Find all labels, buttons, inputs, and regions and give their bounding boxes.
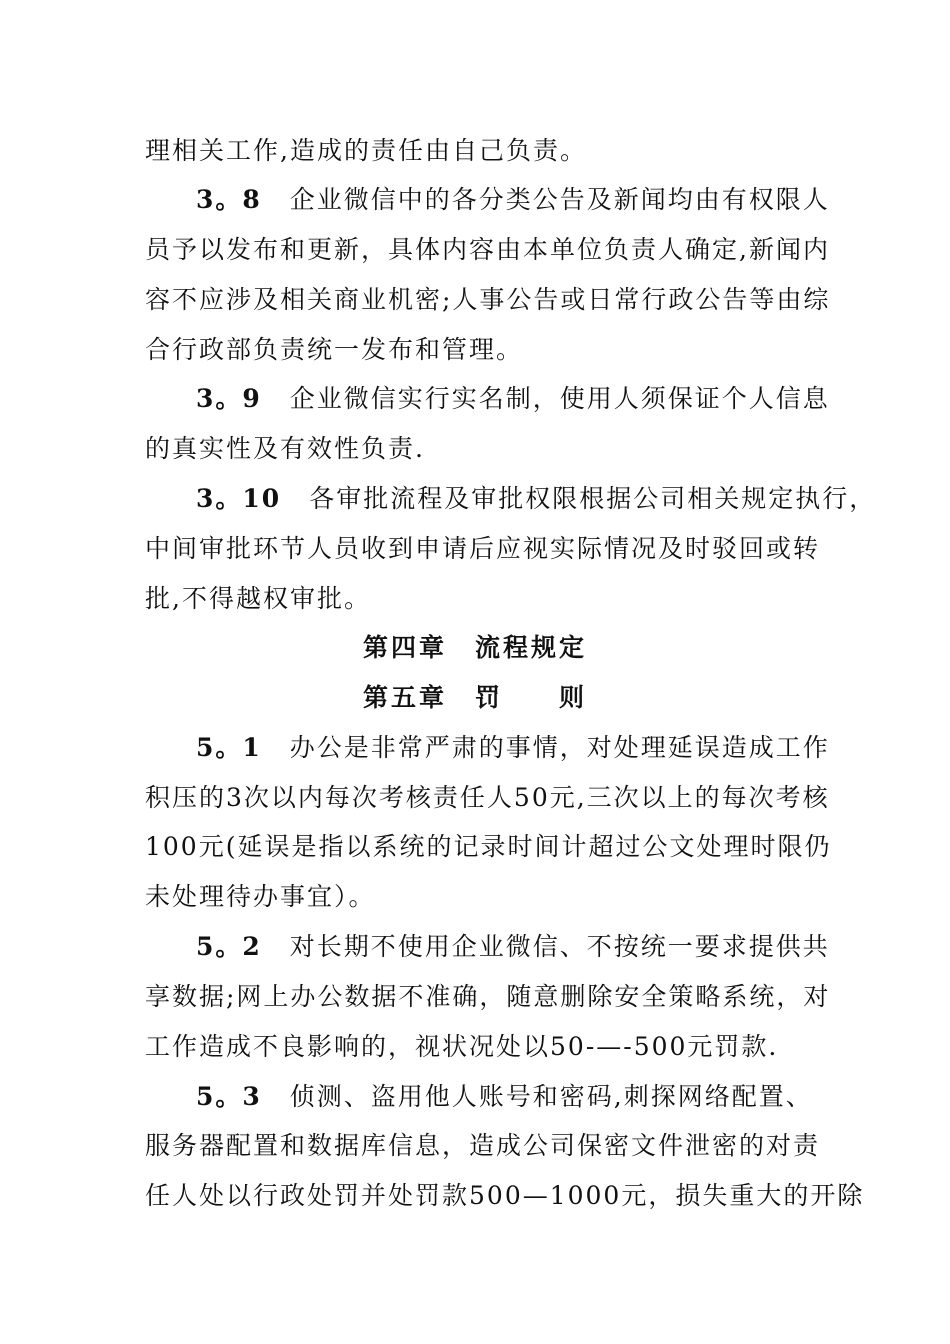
- paragraph-line: 员予以发布和更新，具体内容由本单位负责人确定,新闻内: [145, 235, 830, 264]
- clause-number: 3。9: [196, 384, 262, 413]
- paragraph-line: 积压的3次以内每次考核责任人50元,三次以上的每次考核: [145, 783, 830, 812]
- paragraph-line: 享数据;网上办公数据不准确，随意删除安全策略系统，对: [145, 982, 831, 1011]
- paragraph-line: 未处理待办事宜）。: [145, 882, 376, 911]
- paragraph-line: 理相关工作,造成的责任由自己负责。: [145, 136, 587, 165]
- clause-3-8-first-line: [196, 185, 830, 215]
- chapter-5-heading: 第五章 罚 则: [362, 683, 587, 712]
- paragraph-line: 容不应涉及相关商业机密;人事公告或日常行政公告等由综: [145, 285, 831, 314]
- clause-text: 对长期不使用企业微信、不按统一要求提供共: [289, 932, 830, 961]
- clause-5-1-first-line: [196, 733, 830, 763]
- paragraph-line: 的真实性及有效性负责.: [145, 434, 425, 463]
- clause-number: 5。2: [196, 932, 262, 961]
- paragraph-line: 100元(延误是指以系统的记录时间计超过公文处理时限仍: [145, 832, 832, 861]
- clause-text: 各审批流程及审批权限根据公司相关规定执行，: [309, 484, 877, 513]
- paragraph-line: 任人处以行政处罚并处罚款500—1000元，损失重大的开除: [145, 1181, 865, 1210]
- clause-5-3-first-line: [196, 1082, 813, 1112]
- clause-text: 侦测、盗用他人账号和密码,刺探网络配置、: [289, 1082, 813, 1111]
- clause-number: 3。10: [196, 484, 282, 513]
- clause-text: 办公是非常严肃的事情，对处理延误造成工作: [289, 733, 830, 762]
- clause-number: 3。8: [196, 185, 262, 214]
- paragraph-line: 服务器配置和数据库信息，造成公司保密文件泄密的对责: [145, 1131, 821, 1160]
- clause-number: 5。3: [196, 1082, 262, 1111]
- chapter-4-heading: 第四章 流程规定: [362, 633, 587, 662]
- clause-text: 企业微信实行实名制，使用人须保证个人信息: [289, 384, 830, 413]
- clause-3-10-first-line: [196, 484, 876, 514]
- clause-number: 5。1: [196, 733, 262, 762]
- paragraph-line: 中间审批环节人员收到申请后应视实际情况及时驳回或转: [145, 534, 821, 563]
- clause-text: 企业微信中的各分类公告及新闻均由有权限人: [289, 185, 830, 214]
- clause-3-9-first-line: [196, 384, 830, 414]
- clause-5-2-first-line: [196, 932, 830, 962]
- paragraph-line: 工作造成不良影响的，视状况处以50-—-500元罚款.: [145, 1032, 779, 1061]
- paragraph-line: 合行政部负责统一发布和管理。: [145, 335, 524, 364]
- paragraph-line: 批,不得越权审批。: [145, 584, 371, 613]
